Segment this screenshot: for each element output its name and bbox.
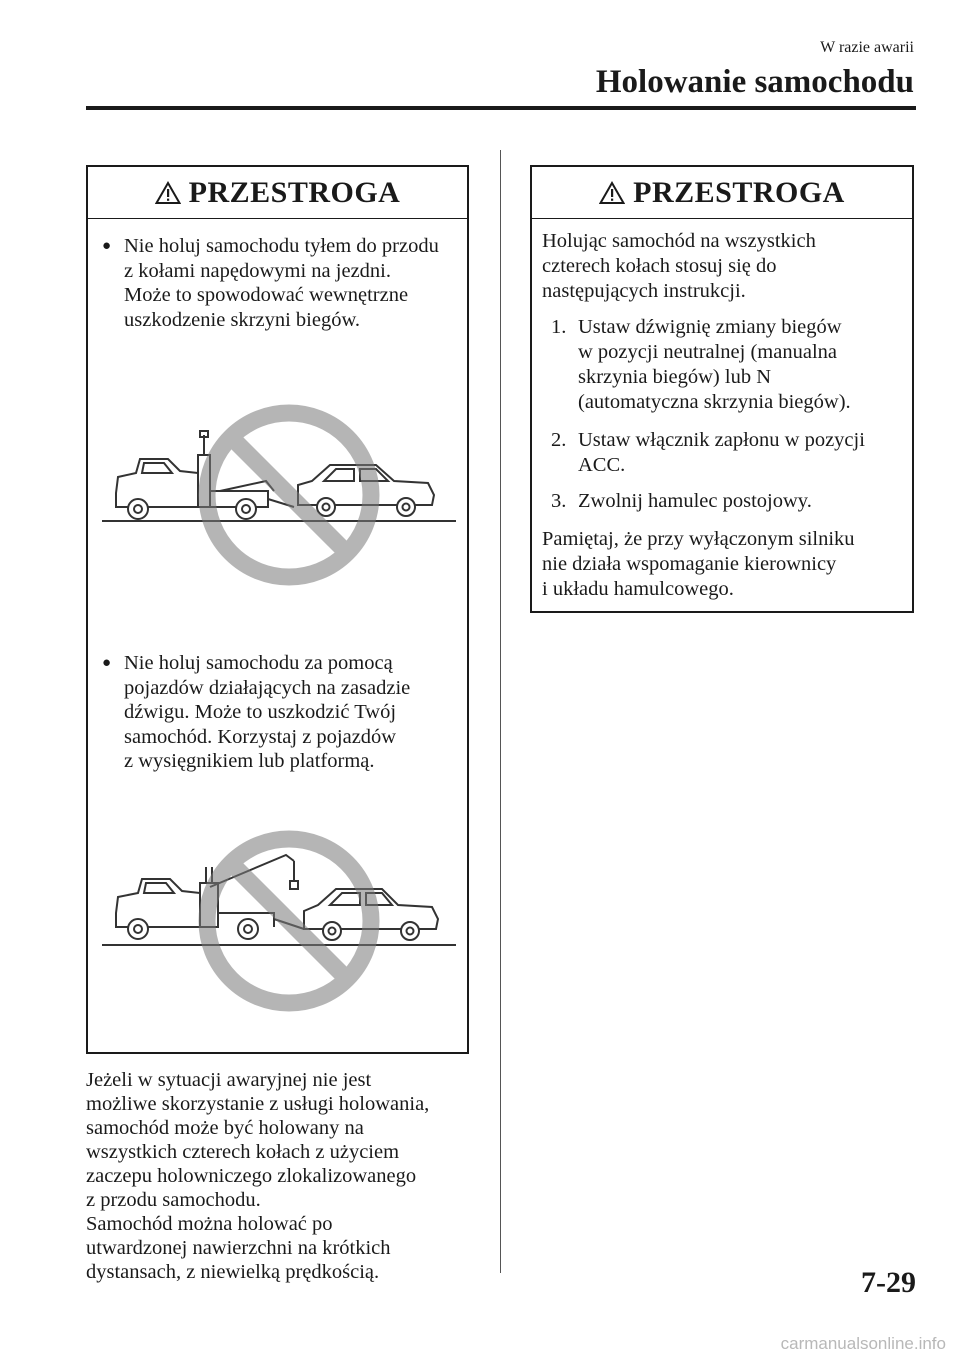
caution-title: PRZESTROGA: [188, 175, 401, 209]
body-line: utwardzonej nawierzchni na krótkich: [86, 1237, 391, 1259]
page-title: Holowanie samochodu: [595, 64, 914, 100]
warning-triangle-icon: [599, 181, 625, 205]
body-line: z przodu samochodu.: [86, 1189, 261, 1211]
bullet-icon: ●: [102, 655, 112, 671]
body-line: dystansach, z niewielką prędkością.: [86, 1261, 380, 1283]
body-line: Jeżeli w sytuacji awaryjnej nie jest: [86, 1069, 372, 1091]
note-line: i układu hamulcowego.: [542, 578, 734, 600]
body-line: wszystkich czterech kołach z użyciem: [86, 1141, 400, 1163]
step-number: 1.: [551, 316, 567, 338]
step-line: Zwolnij hamulec postojowy.: [578, 490, 812, 512]
caution-header: [532, 167, 912, 219]
bullet-line: pojazdów działających na zasadzie: [124, 676, 411, 699]
step-line: w pozycji neutralnej (manualna: [578, 341, 837, 363]
bullet-line: dźwigu. Może to uszkodzić Twój: [124, 701, 397, 723]
tow-truck-prohibited-illustration: [98, 395, 460, 595]
section-label: W razie awarii: [820, 39, 914, 56]
step-line: Ustaw dźwignię zmiany biegów: [578, 316, 842, 338]
step-line: Ustaw włącznik zapłonu w pozycji: [578, 429, 865, 451]
step-line: (automatyczna skrzynia biegów).: [578, 391, 851, 413]
caution-box-left: [86, 165, 469, 1054]
body-line: możliwe skorzystanie z usługi holowania,: [86, 1093, 430, 1115]
intro-line: czterech kołach stosuj się do: [542, 255, 777, 277]
caution-title: PRZESTROGA: [633, 175, 845, 209]
bullet-line: Nie holuj samochodu za pomocą: [124, 652, 393, 674]
bullet-line: Może to spowodować wewnętrzne: [124, 284, 409, 306]
bullet-line: uszkodzenie skrzyni biegów.: [124, 308, 361, 331]
note-line: Pamiętaj, że przy wyłączonym silniku: [542, 528, 855, 550]
page-number: 7-29: [861, 1266, 916, 1299]
bullet-line: z kołami napędowymi na jezdni.: [124, 259, 391, 282]
bullet-line: Nie holuj samochodu tyłem do przodu: [124, 235, 439, 257]
body-line: zaczepu holowniczego zlokalizowanego: [86, 1165, 417, 1187]
watermark: carmanualsonline.info: [780, 1334, 946, 1353]
step-number: 2.: [551, 429, 567, 451]
note-line: nie działa wspomaganie kierownicy: [542, 553, 837, 575]
caution-box-right: [530, 165, 914, 613]
intro-line: następujących instrukcji.: [542, 280, 746, 302]
step-number: 3.: [551, 490, 567, 512]
header-rule: [86, 106, 916, 110]
body-line: Samochód można holować po: [86, 1213, 333, 1235]
warning-triangle-icon: [155, 181, 181, 205]
caution-header: [88, 167, 467, 219]
bullet-line: samochód. Korzystaj z pojazdów: [124, 725, 397, 748]
step-line: skrzynia biegów) lub N: [578, 366, 771, 388]
step-line: ACC.: [578, 454, 626, 476]
column-divider: [500, 150, 501, 1273]
body-line: samochód może być holowany na: [86, 1117, 364, 1139]
crane-tow-prohibited-illustration: [98, 817, 460, 1017]
bullet-line: z wysięgnikiem lub platformą.: [124, 750, 375, 772]
intro-line: Holując samochód na wszystkich: [542, 230, 816, 252]
bullet-icon: ●: [102, 238, 112, 254]
